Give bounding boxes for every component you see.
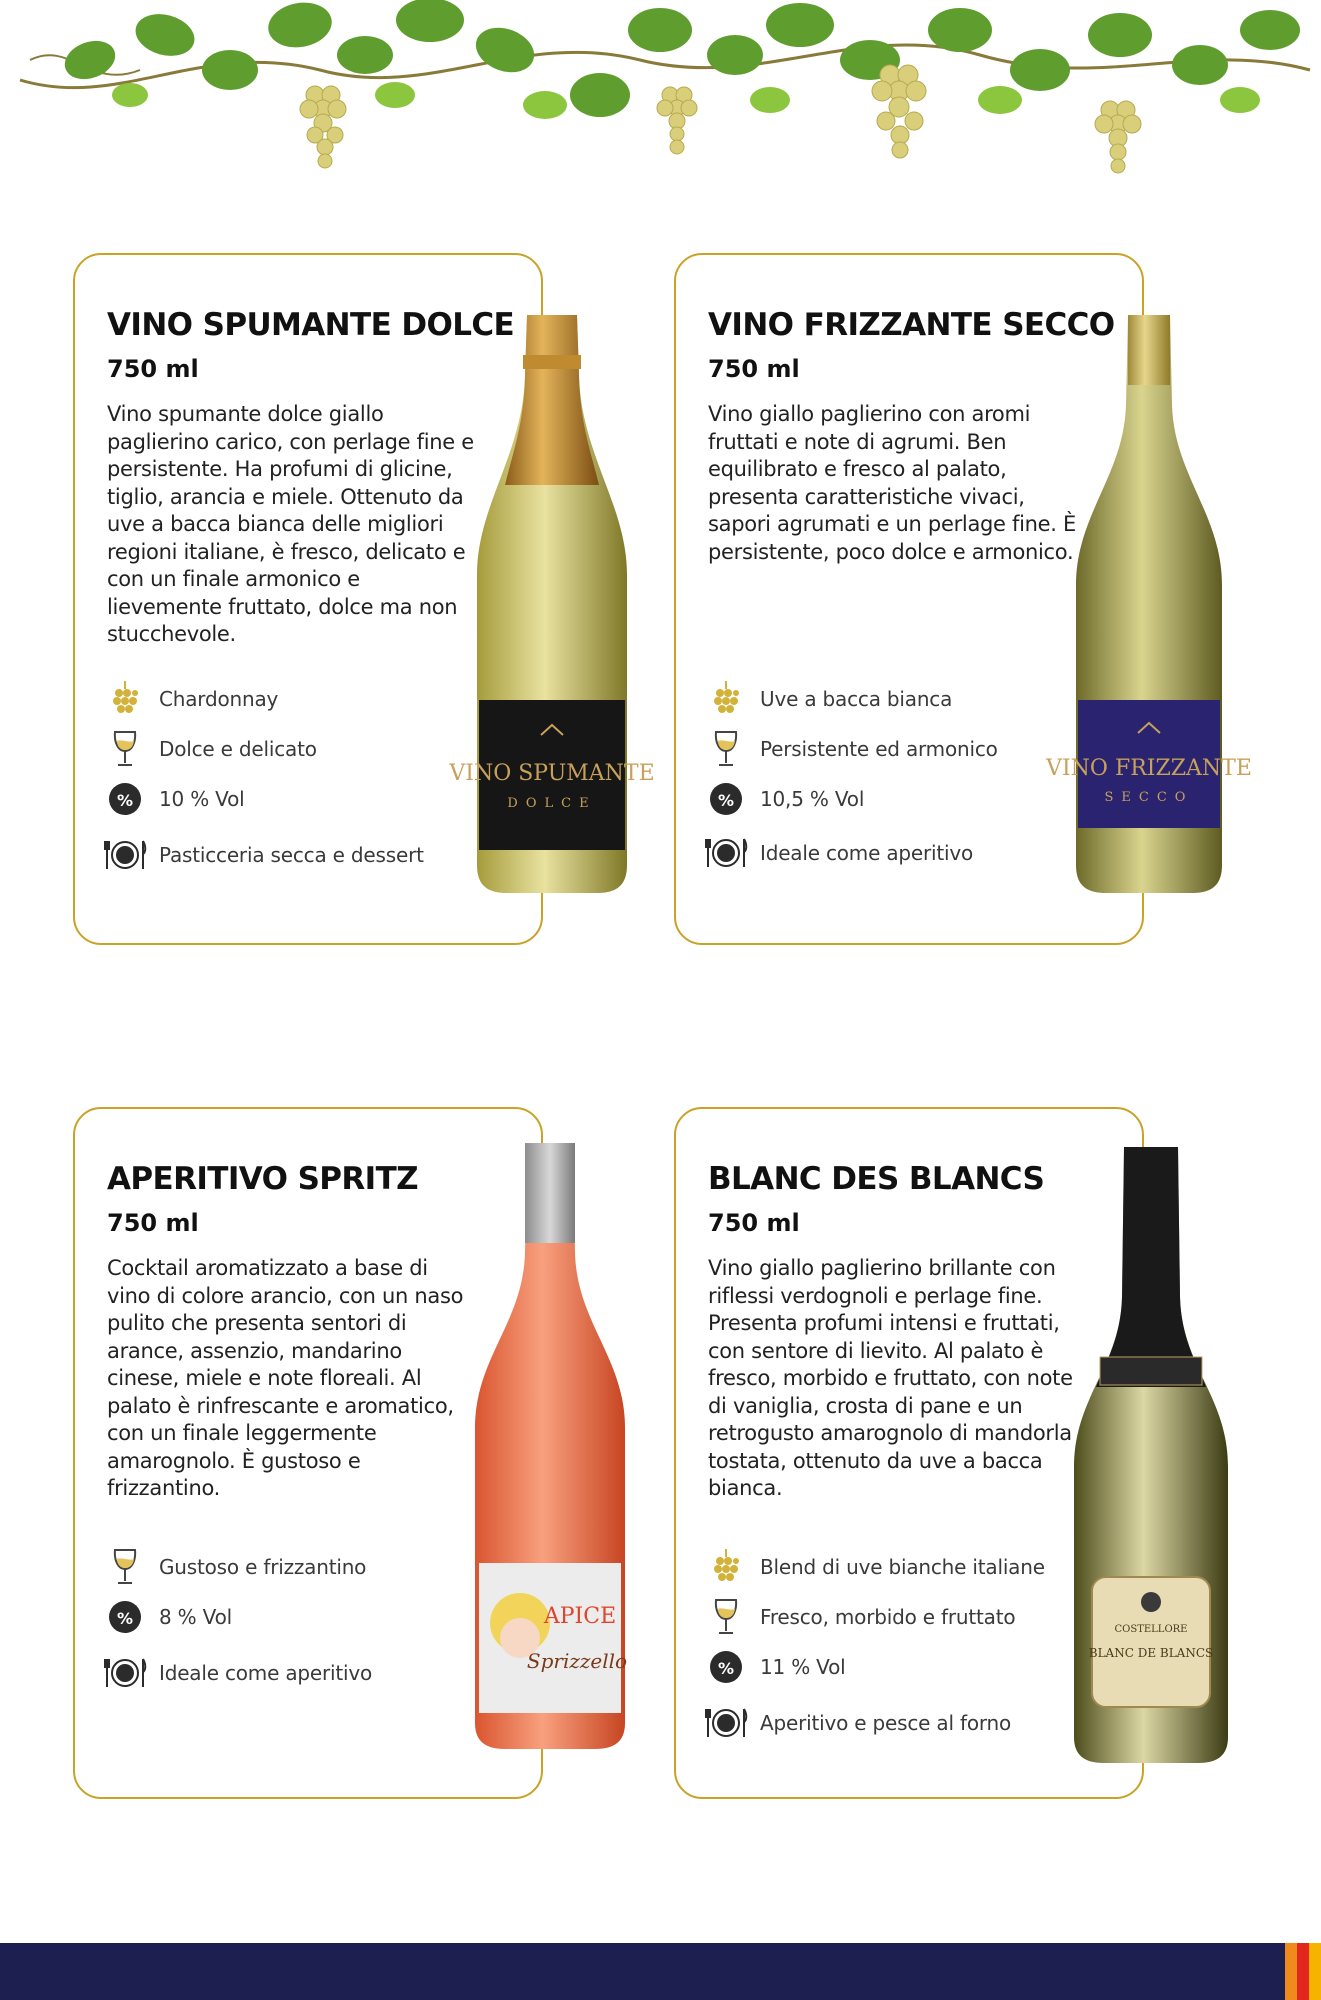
plate-cutlery-icon — [105, 835, 145, 875]
footer-stripe-yellow — [1309, 1943, 1321, 2000]
feature-text: 10,5 % Vol — [760, 787, 865, 811]
feature-grape — [105, 679, 278, 719]
product-volume: 750 ml — [107, 1209, 199, 1237]
product-volume: 750 ml — [708, 1209, 800, 1237]
bottle-label-line2: DOLCE — [507, 796, 597, 811]
grape-icon — [706, 1547, 746, 1587]
svg-text:%: % — [717, 791, 735, 810]
plate-cutlery-icon — [105, 1653, 145, 1693]
feature-text: Ideale come aperitivo — [760, 841, 974, 865]
product-description: Cocktail aromatizzato a base di vino di colore arancio, con un naso pulito che presenta sentori di arance, assenzio, mandarino cinese, miele e note floreali. Al palato è rinfrescante e aromatico, con un finale leggermente amarognolo. È gustoso e frizzantino. — [107, 1256, 464, 1500]
percent-icon — [105, 1597, 145, 1637]
footer-bar — [0, 1943, 1321, 2000]
feature-taste — [105, 729, 317, 769]
bottle-image — [1066, 1147, 1236, 1767]
feature-alcohol — [105, 779, 245, 819]
feature-taste — [706, 1597, 1015, 1637]
feature-text: Pasticceria secca e dessert — [159, 843, 424, 867]
product-description: Vino giallo paglierino brillante con riflessi verdognoli e perlage fine. Presenta profumi intensi e fruttati, con sentore di lievito. Al palato è fresco, morbido e fruttato, con note di vaniglia, crosta di pane e un retrogusto amarognolo di mandorla tostata, ottenuto da uve a bacca bianca. — [708, 1256, 1073, 1500]
bottle-label-line2: Sprizzello — [526, 1649, 628, 1673]
feature-text: Chardonnay — [159, 687, 279, 711]
footer-stripe-orange — [1285, 1943, 1297, 2000]
bottle-label-line1: COSTELLORE — [1114, 1624, 1188, 1635]
feature-text: Uve a bacca bianca — [760, 687, 953, 711]
plate-cutlery-icon — [706, 1703, 746, 1743]
product-title: VINO FRIZZANTE SECCO — [708, 307, 1115, 343]
product-title: APERITIVO SPRITZ — [107, 1161, 419, 1197]
feature-text: Blend di uve bianche italiane — [760, 1555, 1045, 1579]
percent-icon — [706, 1647, 746, 1687]
percent-icon — [105, 779, 145, 819]
feature-pairing — [105, 1653, 372, 1693]
feature-grape — [706, 1547, 1045, 1587]
bottle-label-line1: VINO FRIZZANTE — [1046, 756, 1252, 781]
feature-text: 10 % Vol — [159, 787, 245, 811]
product-card-aperitivo-spritz — [73, 1107, 628, 1799]
footer-stripe-red — [1297, 1943, 1309, 2000]
feature-grape — [706, 679, 952, 719]
product-description: Vino giallo paglierino con aromi fruttati e note di agrumi. Ben equilibrato e fresco al palato, presenta caratteristiche vivaci, sapori agrumati e un perlage fine. È persistente, poco dolce e armonico. — [708, 402, 1077, 564]
svg-text:%: % — [717, 1659, 735, 1678]
bottle-label-line1: VINO SPUMANTE — [449, 761, 655, 786]
grapevine-header-image — [0, 0, 1321, 210]
bottle-label-line2: BLANC DE BLANCS — [1088, 1646, 1214, 1660]
feature-text: Aperitivo e pesce al forno — [760, 1711, 1012, 1735]
bottle-label-line1: APICE — [543, 1604, 617, 1629]
feature-alcohol — [706, 779, 864, 819]
product-title: VINO SPUMANTE DOLCE — [107, 307, 515, 343]
product-card-frizzante-secco — [674, 253, 1252, 945]
feature-text: Gustoso e frizzantino — [159, 1555, 367, 1579]
feature-text: Fresco, morbido e fruttato — [760, 1605, 1016, 1629]
product-title: BLANC DES BLANCS — [708, 1161, 1045, 1197]
feature-pairing — [706, 833, 973, 873]
feature-text: 11 % Vol — [760, 1655, 846, 1679]
grape-icon — [706, 679, 746, 719]
feature-text: Persistente ed armonico — [760, 737, 998, 761]
bottle-image — [449, 315, 655, 895]
bottle-label-line2: SECCO — [1104, 790, 1194, 805]
wine-glass-icon — [105, 1547, 145, 1587]
bottle-image — [465, 1143, 635, 1753]
plate-cutlery-icon — [706, 833, 746, 873]
feature-taste — [706, 729, 998, 769]
percent-icon — [706, 779, 746, 819]
product-description: Vino spumante dolce giallo paglierino carico, con perlage fine e persistente. Ha profumi di glicine, tiglio, arancia e miele. Ottenuto da uve a bacca bianca delle migliori regioni italiane, è fresco, delicato e con un finale armonico e lievemente fruttato, dolce ma non stucchevole. — [107, 402, 474, 646]
feature-text: Ideale come aperitivo — [159, 1661, 373, 1685]
grape-icon — [105, 679, 145, 719]
wine-glass-icon — [706, 729, 746, 769]
svg-text:%: % — [116, 791, 134, 810]
product-card-spumante-dolce — [73, 253, 655, 945]
product-volume: 750 ml — [708, 355, 800, 383]
feature-alcohol — [706, 1647, 846, 1687]
product-card-blanc-des-blancs — [674, 1107, 1214, 1799]
feature-taste — [105, 1547, 366, 1587]
feature-alcohol — [105, 1597, 232, 1637]
wine-glass-icon — [105, 729, 145, 769]
feature-text: 8 % Vol — [159, 1605, 232, 1629]
product-volume: 750 ml — [107, 355, 199, 383]
svg-text:%: % — [116, 1609, 134, 1628]
feature-pairing — [105, 835, 424, 875]
bottle-image — [1046, 315, 1252, 895]
feature-text: Dolce e delicato — [159, 737, 317, 761]
wine-glass-icon — [706, 1597, 746, 1637]
feature-pairing — [706, 1703, 1011, 1743]
